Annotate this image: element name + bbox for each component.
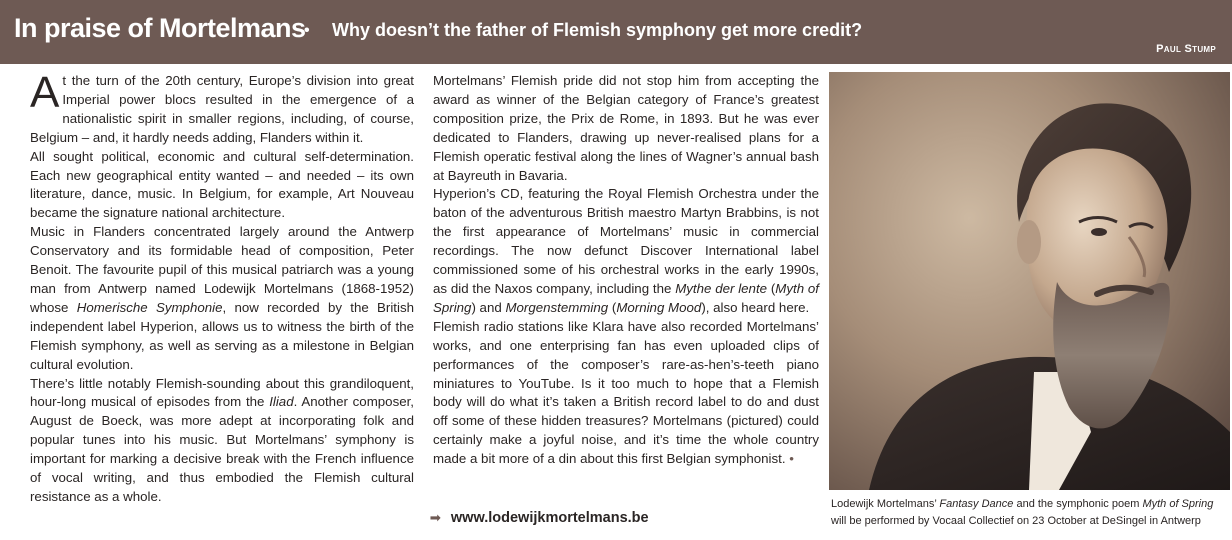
portrait-photo-icon xyxy=(829,72,1230,490)
paragraph-text: Music in Flanders concentrated largely around the Antwerp Conservatory and its formidable head of composition, Peter Benoit. The favourite pupil of this musical patriarch was a young man from Antwerp named Lodewijk Mortelmans (1868-1952) whose xyxy=(30,224,414,315)
article-subtitle: Why doesn’t the father of Flemish symphony get more credit? xyxy=(332,20,863,40)
work-title: Fantasy Dance xyxy=(939,498,1014,510)
paragraph-text: ( xyxy=(767,280,776,296)
portrait-photo xyxy=(829,72,1230,490)
end-mark-icon: • xyxy=(789,451,794,467)
article-column-left xyxy=(30,68,415,507)
drop-cap: A xyxy=(30,68,60,117)
article-header xyxy=(0,0,1232,64)
work-title: Morning Mood xyxy=(616,299,702,315)
paragraph-text: , now recorded by the British independent label Hyperion, allows us to witness the birth of the Flemish symphony, as well as serving as a milestone in Belgian cultural evolution. xyxy=(30,299,415,372)
article-column-middle xyxy=(433,72,819,469)
paragraph-text: There’s little notably Flemish-sounding about this grandiloquent, hour-long musical of episodes from the xyxy=(30,375,414,410)
paragraph xyxy=(30,223,414,374)
work-title: Myth of Spring xyxy=(433,280,819,315)
paragraph-text: ) and xyxy=(471,299,506,315)
paragraph xyxy=(30,375,414,507)
work-title: Iliad xyxy=(269,394,294,410)
paragraph xyxy=(30,68,414,148)
work-title: Mythe der lente xyxy=(675,280,768,296)
title-separator-bullet: • xyxy=(304,22,310,39)
paragraph-text: Hyperion’s CD, featuring the Royal Flemish Orchestra under the baton of the adventurous British maestro Martyn Brabbins, is not the first appearance of Mortelmans’ music in commercial recordings. The now defunct Discover International label commissioned some of his orchestral works in the early 1990s, as did the Naxos company, including the xyxy=(433,186,819,296)
work-title: Myth of Spring xyxy=(1142,498,1214,510)
paragraph-text: t the turn of the 20th century, Europe’s division into great Imperial power blocs resulted in the emergence of a nationalistic spirit in smaller regions, including, of course, Belgium – and, it hardly needs adding, Flanders within it. xyxy=(30,73,414,145)
caption-text: and the symphonic poem xyxy=(1013,498,1143,510)
paragraph xyxy=(433,185,819,317)
eye xyxy=(1091,228,1107,236)
article-title: In praise of Mortelmans xyxy=(14,13,306,43)
paragraph: All sought political, economic and cultural self-determination. Each new geographical entity wanted – and needed – its own literature, dance, music. In Belgium, for example, Art Nouveau became the signature national architecture. xyxy=(30,148,414,221)
caption-text: will be performed by Vocaal Collectief on 23 October at DeSingel in Antwerp xyxy=(831,514,1201,527)
work-title: Morgenstemming xyxy=(505,299,609,315)
author-byline: Paul Stump xyxy=(1156,43,1216,55)
website-link[interactable] xyxy=(430,510,649,526)
paragraph: Mortelmans’ Flemish pride did not stop him from accepting the award as winner of the Belgian category of France’s greatest composition prize, the Prix de Rome, in 1893. But he was ever dedicated to Flanders, drawing up never-realised plans for a Flemish operatic festival along the lines of Wagner’s annual bash at Bayreuth in Bavaria. xyxy=(433,73,819,183)
paragraph-text: Flemish radio stations like Klara have also recorded Mortelmans’ works, and one enterprising fan has even uploaded clips of performances of the composer’s rare-as-hen’s-teeth piano miniatures to YouTube. Is it too much to hope that a Flemish body will do what it’s taken a British record label to do and dust off some of these hidden treasures? Mortelmans (pictured) could certainly make a joyful noise, and it’s time the whole country made a bit more of a din about this first Belgian symphonist. xyxy=(433,318,819,467)
paragraph-text: ( xyxy=(608,299,617,315)
paragraph-text: . Another composer, August de Boeck, was more adept at incorporating folk and popular tunes into his music. But Mortelmans’ symphony is important for marking a decisive break with the French influence of vocal writing, and thus embodied the Flemish cultural resistance as a whole. xyxy=(30,394,415,504)
website-url[interactable]: www.lodewijkmortelmans.be xyxy=(450,510,649,526)
caption-text: Lodewijk Mortelmans’ xyxy=(831,498,940,510)
ear xyxy=(1017,220,1041,264)
photo-caption xyxy=(831,496,1226,529)
paragraph-text: ), also heard here. xyxy=(701,299,810,315)
arrow-link-icon: ➟ xyxy=(430,510,441,525)
paragraph xyxy=(433,318,819,469)
work-title: Homerische Symphonie xyxy=(76,299,223,315)
